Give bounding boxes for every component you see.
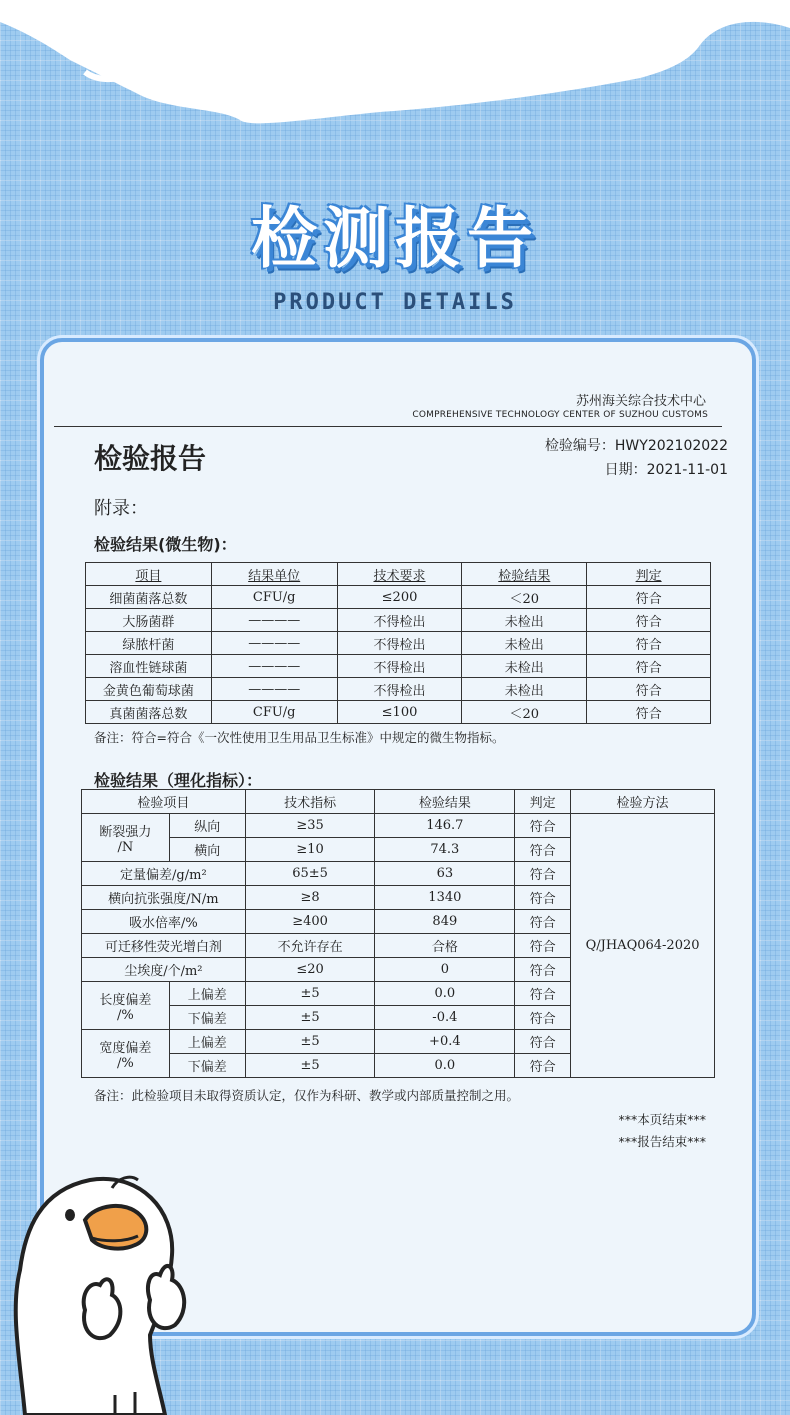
group-unit: /N bbox=[117, 839, 134, 855]
table-row bbox=[86, 609, 711, 632]
table-cell: 未检出 bbox=[462, 609, 587, 632]
column-header: 判定 bbox=[587, 563, 711, 586]
table-cell: 符合 bbox=[515, 982, 571, 1006]
org-name-cn: 苏州海关综合技术中心 bbox=[575, 394, 706, 409]
table-row bbox=[86, 678, 711, 701]
table-cell: ≤20 bbox=[245, 958, 375, 982]
column-header: 技术指标 bbox=[245, 790, 375, 814]
table-row bbox=[86, 632, 711, 655]
table-cell: 不得检出 bbox=[337, 632, 462, 655]
table-cell: 符合 bbox=[515, 862, 571, 886]
table-cell: CFU/g bbox=[211, 701, 337, 724]
table-cell: ≥400 bbox=[245, 910, 375, 934]
table-row bbox=[86, 655, 711, 678]
table-row bbox=[82, 814, 715, 838]
table-cell: 溶血性链球菌 bbox=[86, 655, 212, 678]
banner-title: 检测报告 bbox=[251, 200, 539, 277]
table-cell: ———— bbox=[211, 632, 337, 655]
table-cell: 849 bbox=[375, 910, 515, 934]
micro-table bbox=[85, 562, 711, 724]
table-cell: 符合 bbox=[515, 934, 571, 958]
group-label-cell bbox=[82, 814, 170, 862]
table-cell: 符合 bbox=[587, 632, 711, 655]
table-cell: 上偏差 bbox=[169, 1030, 245, 1054]
table-cell: ≥8 bbox=[245, 886, 375, 910]
table-cell: 不得检出 bbox=[337, 609, 462, 632]
doc-number: 检验编号：HWY202102022 bbox=[544, 438, 728, 454]
table-cell: 未检出 bbox=[462, 655, 587, 678]
table-cell: 146.7 bbox=[375, 814, 515, 838]
table-cell: ＜20 bbox=[462, 701, 587, 724]
column-header: 项目 bbox=[86, 563, 212, 586]
column-header: 检验结果 bbox=[375, 790, 515, 814]
table-cell: 合格 bbox=[375, 934, 515, 958]
table-cell: +0.4 bbox=[375, 1030, 515, 1054]
appendix-label: 附录： bbox=[94, 498, 148, 519]
table-cell: 符合 bbox=[587, 609, 711, 632]
table-cell: 纵向 bbox=[169, 814, 245, 838]
column-header: 结果单位 bbox=[211, 563, 337, 586]
column-header: 检验结果 bbox=[462, 563, 587, 586]
table-cell: 0 bbox=[375, 958, 515, 982]
group-label: 长度偏差 bbox=[99, 992, 152, 1008]
table-cell: 0.0 bbox=[375, 982, 515, 1006]
table-cell: ———— bbox=[211, 678, 337, 701]
table-cell: ±5 bbox=[245, 1054, 375, 1078]
micro-section-title: 检验结果(微生物)： bbox=[94, 535, 237, 554]
table-cell: 下偏差 bbox=[169, 1054, 245, 1078]
duck-mascot-illustration bbox=[0, 1160, 230, 1415]
doc-date: 日期：2021-11-01 bbox=[604, 462, 728, 478]
micro-note: 备注：符合=符合《一次性使用卫生用品卫生标准》中规定的微生物指标。 bbox=[94, 730, 505, 745]
table-cell: CFU/g bbox=[211, 586, 337, 609]
banner bbox=[0, 185, 790, 315]
table-cell: 65±5 bbox=[245, 862, 375, 886]
cloud-decoration bbox=[0, 0, 790, 140]
table-cell: 不允许存在 bbox=[245, 934, 375, 958]
group-unit: /% bbox=[117, 1055, 134, 1071]
table-cell: 可迁移性荧光增白剂 bbox=[82, 934, 246, 958]
table-cell: ±5 bbox=[245, 1030, 375, 1054]
table-cell: 符合 bbox=[587, 655, 711, 678]
table-cell: 符合 bbox=[515, 958, 571, 982]
table-cell: 横向抗张强度/N/m bbox=[82, 886, 246, 910]
table-cell: 吸水倍率/% bbox=[82, 910, 246, 934]
doc-title: 检验报告 bbox=[94, 442, 207, 475]
table-cell: 尘埃度/个/m² bbox=[82, 958, 246, 982]
table-cell: 不得检出 bbox=[337, 678, 462, 701]
phys-note: 备注：此检验项目未取得资质认定，仅作为科研、教学或内部质量控制之用。 bbox=[94, 1088, 520, 1103]
group-label-cell bbox=[82, 1030, 170, 1078]
table-cell: 下偏差 bbox=[169, 1006, 245, 1030]
table-cell: 符合 bbox=[515, 1054, 571, 1078]
table-cell: 0.0 bbox=[375, 1054, 515, 1078]
table-cell: ＜20 bbox=[462, 586, 587, 609]
group-label: 宽度偏差 bbox=[99, 1040, 152, 1056]
phys-table bbox=[81, 789, 715, 1078]
table-cell: ±5 bbox=[245, 1006, 375, 1030]
table-header-row bbox=[82, 790, 715, 814]
table-cell: 真菌菌落总数 bbox=[86, 701, 212, 724]
table-cell: 符合 bbox=[515, 814, 571, 838]
org-name-en: COMPREHENSIVE TECHNOLOGY CENTER OF SUZHOU CUSTOMS bbox=[412, 410, 708, 420]
table-cell: 定量偏差/g/m² bbox=[82, 862, 246, 886]
table-row bbox=[86, 701, 711, 724]
group-label-cell bbox=[82, 982, 170, 1030]
table-cell: 符合 bbox=[587, 678, 711, 701]
banner-subtitle: PRODUCT DETAILS bbox=[273, 290, 517, 315]
column-header: 判定 bbox=[515, 790, 571, 814]
table-cell: 不得检出 bbox=[337, 655, 462, 678]
table-cell: 符合 bbox=[515, 1030, 571, 1054]
column-header: 技术要求 bbox=[337, 563, 462, 586]
table-cell: 符合 bbox=[587, 701, 711, 724]
table-cell: ≤100 bbox=[337, 701, 462, 724]
table-cell: 金黄色葡萄球菌 bbox=[86, 678, 212, 701]
table-cell: 74.3 bbox=[375, 838, 515, 862]
table-header-row bbox=[86, 563, 711, 586]
table-cell: 细菌菌落总数 bbox=[86, 586, 212, 609]
method-cell: Q/JHAQ064-2020 bbox=[571, 814, 715, 1078]
end-page-mark: ***本页结束*** bbox=[618, 1112, 706, 1127]
table-cell: 未检出 bbox=[462, 678, 587, 701]
group-label: 断裂强力 bbox=[99, 824, 152, 840]
table-cell: 符合 bbox=[587, 586, 711, 609]
table-row bbox=[86, 586, 711, 609]
phys-section-title: 检验结果（理化指标）： bbox=[94, 771, 263, 790]
table-cell: ———— bbox=[211, 609, 337, 632]
table-cell: 未检出 bbox=[462, 632, 587, 655]
table-cell: 横向 bbox=[169, 838, 245, 862]
table-cell: 绿脓杆菌 bbox=[86, 632, 212, 655]
table-cell: ≥10 bbox=[245, 838, 375, 862]
table-cell: 上偏差 bbox=[169, 982, 245, 1006]
table-cell: ———— bbox=[211, 655, 337, 678]
table-cell: 符合 bbox=[515, 910, 571, 934]
column-header: 检验方法 bbox=[571, 790, 715, 814]
table-cell: 大肠菌群 bbox=[86, 609, 212, 632]
table-cell: 符合 bbox=[515, 1006, 571, 1030]
end-report-mark: ***报告结束*** bbox=[618, 1134, 706, 1149]
table-cell: ≥35 bbox=[245, 814, 375, 838]
column-header: 检验项目 bbox=[82, 790, 246, 814]
table-cell: ±5 bbox=[245, 982, 375, 1006]
header-divider bbox=[54, 426, 722, 427]
table-cell: 符合 bbox=[515, 838, 571, 862]
table-cell: 63 bbox=[375, 862, 515, 886]
table-cell: 符合 bbox=[515, 886, 571, 910]
table-cell: ≤200 bbox=[337, 586, 462, 609]
table-cell: -0.4 bbox=[375, 1006, 515, 1030]
table-cell: 1340 bbox=[375, 886, 515, 910]
group-unit: /% bbox=[117, 1007, 134, 1023]
